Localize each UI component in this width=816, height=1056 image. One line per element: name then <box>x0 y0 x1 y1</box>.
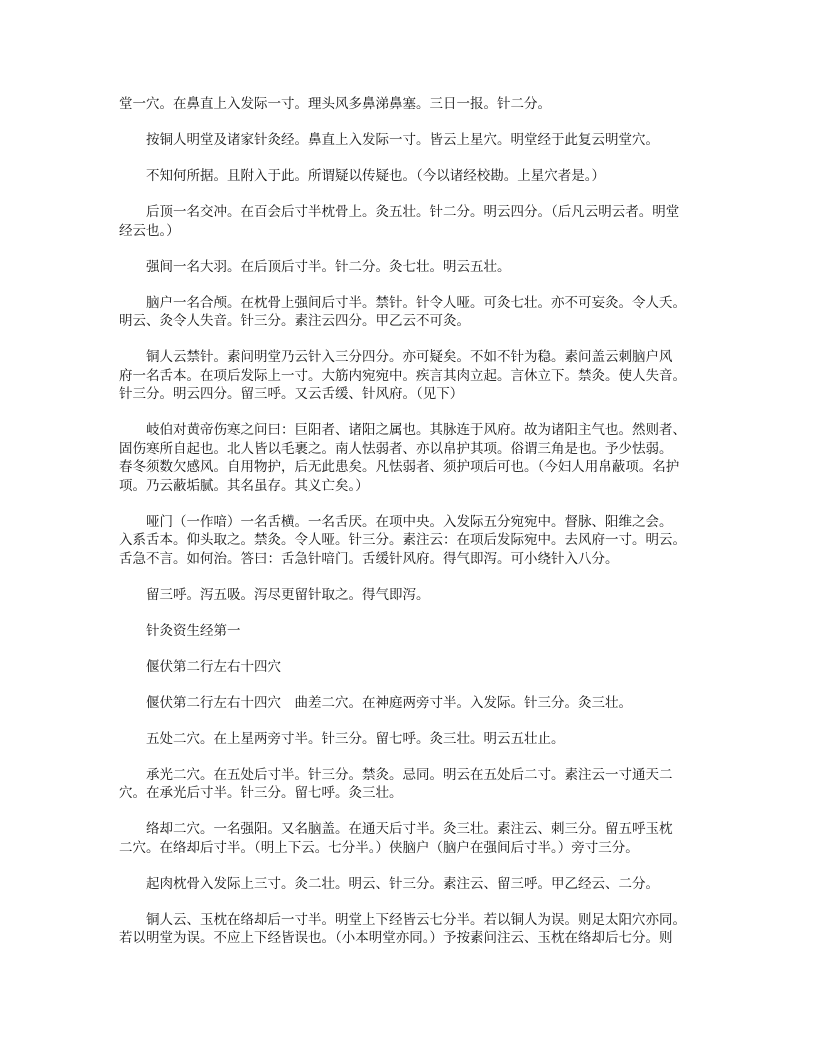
text-line: 络却二穴。一名强阳。又名脑盖。在通天后寸半。灸三壮。素注云、刺三分。留五呼玉枕 <box>146 821 673 837</box>
text-line: 固伤寒所自起也。北人皆以毛裹之。南人怯弱者、亦以帛护其项。俗谓三角是也。予少怯弱。 <box>119 440 673 457</box>
text-line: 穴。在承光后寸半。针三分。留七呼。灸三壮。 <box>119 785 403 801</box>
text-line: 舌急不言。如何治。答曰：舌急针喑门。舌缓针风府。得气即泻。可小绕针入八分。 <box>119 550 619 567</box>
text-line: 强间一名大羽。在后顶后寸半。针二分。灸七壮。明云五壮。 <box>146 258 511 275</box>
text-line: 铜人云禁针。素问明堂乃云针入三分四分。亦可疑矣。不如不针为稳。素问盖云刺脑户风 <box>146 349 673 365</box>
text-line: 留三呼。泻五吸。泻尽更留针取之。得气即泻。 <box>146 586 430 603</box>
text-line: 府一名舌本。在项后发际上一寸。大筋内宛宛中。疾言其肉立起。言休立下。禁灸。使人失音。 <box>119 367 686 384</box>
paragraph <box>119 203 709 240</box>
paragraph <box>119 820 709 857</box>
text-line: 不知何所据。且附入于此。所谓疑以传疑也。（今以诸经校勘。上星穴者是。） <box>146 168 605 184</box>
paragraph <box>119 167 709 186</box>
text-line: 堂一穴。在鼻直上入发际一寸。理头风多鼻涕鼻塞。三日一报。针二分。 <box>119 96 551 112</box>
text-line: 五处二穴。在上星两旁寸半。针三分。留七呼。灸三壮。明云五壮止。 <box>146 730 565 747</box>
paragraph <box>119 658 709 677</box>
paragraph <box>119 95 709 114</box>
text-line: 偃伏第二行左右十四穴 曲差二穴。在神庭两旁寸半。入发际。针三分。灸三壮。 <box>146 694 632 711</box>
paragraph <box>119 622 709 641</box>
text-line: 二穴。在络却后寸半。（明上下云。七分半。）侠脑户（脑户在强间后寸半。）旁寸三分。 <box>119 839 639 856</box>
text-line: 后顶一名交冲。在百会后寸半枕骨上。灸五壮。针二分。明云四分。（后凡云明云者。明堂 <box>146 204 680 220</box>
text-line: 哑门（一作喑）一名舌横。一名舌厌。在项中央。入发际五分宛宛中。督脉、阳维之会。 <box>146 513 673 530</box>
text-line: 岐伯对黄帝伤寒之问曰：巨阳者、诸阳之属也。其脉连于风府。故为诸阳主气也。然则者、 <box>146 422 686 438</box>
paragraph <box>119 694 709 713</box>
paragraph <box>119 730 709 749</box>
text-line: 春冬须数欠感风。自用物护，后无此患矣。凡怯弱者、须护项后可也。（今妇人用帛蔽项。名护 <box>119 459 680 475</box>
paragraph <box>119 348 709 404</box>
text-line: 铜人云、玉枕在络却后一寸半。明堂上下经皆云七分半。若以铜人为误。则足太阳穴亦同。 <box>146 911 686 928</box>
text-line: 入系舌本。仰头取之。禁灸。令人哑。针三分。素注云：在项后发际宛中。去风府一寸。明云。 <box>119 532 686 548</box>
paragraph <box>119 131 709 150</box>
paragraph <box>119 586 709 605</box>
paragraph <box>119 911 709 948</box>
text-line: 起肉枕骨入发际上三寸。灸二壮。明云、针三分。素注云、留三呼。甲乙经云、二分。 <box>146 875 659 892</box>
text-line: 若以明堂为误。不应上下经皆误也。（小本明堂亦同。）予按素问注云、玉枕在络却后七分。则 <box>119 930 673 946</box>
paragraph <box>119 258 709 277</box>
text-line: 针三分。明云四分。留三呼。又云舌缓、针风府。（见下） <box>119 386 464 402</box>
paragraph <box>119 294 709 331</box>
text-line: 明云、灸令人失音。针三分。素注云四分。甲乙云不可灸。 <box>119 313 470 329</box>
text-line: 按铜人明堂及诸家针灸经。鼻直上入发际一寸。皆云上星穴。明堂经于此复云明堂穴。 <box>146 132 659 148</box>
text-line: 偃伏第二行左右十四穴 <box>146 658 281 675</box>
document-page <box>119 95 709 965</box>
text-line: 经云也。） <box>119 222 180 239</box>
text-line: 项。乃云蔽垢腻。其名虽存。其义亡矣。） <box>119 477 369 494</box>
text-line: 脑户一名合颅。在枕骨上强间后寸半。禁针。针令人哑。可灸七壮。亦不可妄灸。令人夭。 <box>146 294 686 311</box>
paragraph <box>119 875 709 894</box>
text-line: 针灸资生经第一 <box>146 622 241 639</box>
paragraph <box>119 421 709 495</box>
paragraph <box>119 766 709 803</box>
text-line: 承光二穴。在五处后寸半。针三分。禁灸。忌同。明云在五处后二寸。素注云一寸通天二 <box>146 766 673 783</box>
paragraph <box>119 513 709 569</box>
